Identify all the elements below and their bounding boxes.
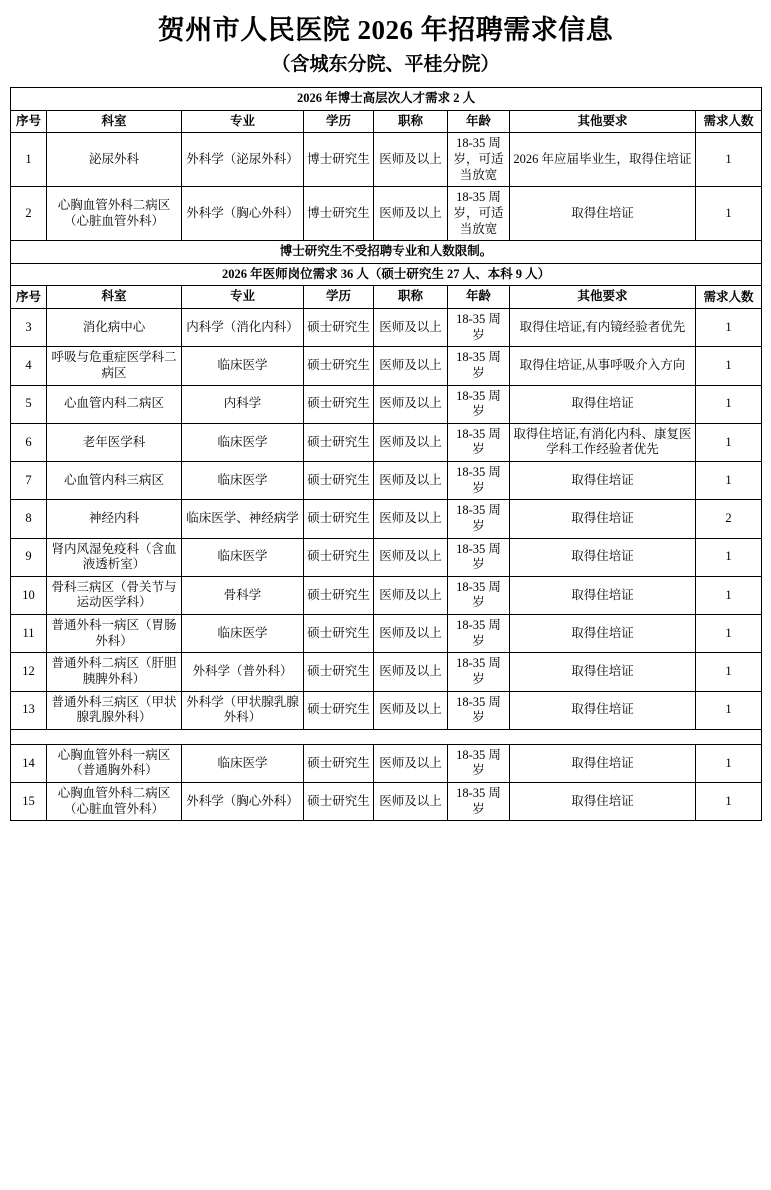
cell-title: 医师及以上: [374, 744, 448, 782]
cell-major: 外科学（胸心外科）: [182, 783, 304, 821]
cell-other: 取得住培证: [510, 500, 696, 538]
cell-major: 临床医学: [182, 462, 304, 500]
cell-title: 医师及以上: [374, 576, 448, 614]
cell-no: 13: [11, 691, 47, 729]
cell-dept: 老年医学科: [47, 423, 182, 461]
cell-education: 硕士研究生: [304, 653, 374, 691]
cell-major: 内科学（消化内科）: [182, 309, 304, 347]
col-header-education: 学历: [304, 286, 374, 309]
cell-education: 硕士研究生: [304, 385, 374, 423]
cell-dept: 神经内科: [47, 500, 182, 538]
col-header-age: 年龄: [448, 286, 510, 309]
cell-major: 内科学: [182, 385, 304, 423]
cell-count: 1: [696, 538, 762, 576]
cell-title: 医师及以上: [374, 423, 448, 461]
cell-age: 18-35 周岁: [448, 423, 510, 461]
table-row: [11, 653, 762, 691]
cell-count: 2: [696, 500, 762, 538]
cell-count: 1: [696, 576, 762, 614]
cell-dept: 心血管内科三病区: [47, 462, 182, 500]
table-row: [11, 691, 762, 729]
cell-title: 医师及以上: [374, 133, 448, 187]
cell-education: 硕士研究生: [304, 615, 374, 653]
cell-no: 2: [11, 187, 47, 241]
cell-title: 医师及以上: [374, 783, 448, 821]
cell-count: 1: [696, 783, 762, 821]
cell-major: 外科学（泌尿外科）: [182, 133, 304, 187]
table-row: [11, 783, 762, 821]
col-header-dept: 科室: [47, 286, 182, 309]
table-row: [11, 538, 762, 576]
page-subtitle: （含城东分院、平桂分院）: [271, 54, 500, 76]
cell-other: 取得住培证: [510, 653, 696, 691]
cell-dept: 心胸血管外科二病区（心脏血管外科）: [47, 783, 182, 821]
cell-title: 医师及以上: [374, 500, 448, 538]
cell-other: 取得住培证: [510, 691, 696, 729]
cell-no: 7: [11, 462, 47, 500]
table-row: [11, 500, 762, 538]
table-row: [11, 385, 762, 423]
col-header-age: 年龄: [448, 110, 510, 133]
cell-education: 硕士研究生: [304, 423, 374, 461]
cell-count: 1: [696, 385, 762, 423]
col-header-other: 其他要求: [510, 110, 696, 133]
cell-education: 硕士研究生: [304, 691, 374, 729]
cell-major: 临床医学: [182, 744, 304, 782]
cell-title: 医师及以上: [374, 462, 448, 500]
cell-no: 5: [11, 385, 47, 423]
cell-age: 18-35 周岁: [448, 783, 510, 821]
col-header-other: 其他要求: [510, 286, 696, 309]
table-row: [11, 462, 762, 500]
cell-dept: 骨科三病区（骨关节与运动医学科）: [47, 576, 182, 614]
cell-title: 医师及以上: [374, 615, 448, 653]
cell-education: 博士研究生: [304, 187, 374, 241]
cell-major: 外科学（甲状腺乳腺外科）: [182, 691, 304, 729]
section-heading-doctor-posts: 2026 年医师岗位需求 36 人（硕士研究生 27 人、本科 9 人）: [11, 263, 762, 286]
table-header-row-doctor-posts: [11, 286, 762, 309]
col-header-major: 专业: [182, 110, 304, 133]
table-header-row-phd: [11, 110, 762, 133]
cell-dept: 肾内风湿免疫科（含血液透析室）: [47, 538, 182, 576]
cell-no: 6: [11, 423, 47, 461]
cell-age: 18-35 周岁: [448, 347, 510, 385]
cell-other: 取得住培证: [510, 744, 696, 782]
cell-age: 18-35 周岁: [448, 576, 510, 614]
cell-age: 18-35 周岁: [448, 538, 510, 576]
cell-other: 取得住培证,有内镜经验者优先: [510, 309, 696, 347]
cell-education: 硕士研究生: [304, 576, 374, 614]
cell-no: 8: [11, 500, 47, 538]
cell-education: 硕士研究生: [304, 538, 374, 576]
cell-no: 14: [11, 744, 47, 782]
cell-age: 18-35 周岁，可适当放宽: [448, 187, 510, 241]
cell-title: 医师及以上: [374, 691, 448, 729]
cell-age: 18-35 周岁: [448, 309, 510, 347]
cell-count: 1: [696, 309, 762, 347]
cell-other: 2026 年应届毕业生，取得住培证: [510, 133, 696, 187]
cell-title: 医师及以上: [374, 653, 448, 691]
table-row: [11, 423, 762, 461]
table-row: [11, 744, 762, 782]
table-row: [11, 347, 762, 385]
cell-title: 医师及以上: [374, 385, 448, 423]
cell-other: 取得住培证: [510, 462, 696, 500]
table-row: [11, 309, 762, 347]
cell-count: 1: [696, 133, 762, 187]
table-row: [11, 615, 762, 653]
cell-dept: 呼吸与危重症医学科二病区: [47, 347, 182, 385]
cell-no: 10: [11, 576, 47, 614]
cell-education: 硕士研究生: [304, 462, 374, 500]
cell-education: 硕士研究生: [304, 347, 374, 385]
cell-major: 骨科学: [182, 576, 304, 614]
cell-age: 18-35 周岁: [448, 615, 510, 653]
cell-other: 取得住培证: [510, 615, 696, 653]
cell-major: 临床医学: [182, 615, 304, 653]
cell-major: 临床医学: [182, 423, 304, 461]
col-header-dept: 科室: [47, 110, 182, 133]
cell-age: 18-35 周岁: [448, 462, 510, 500]
cell-other: 取得住培证: [510, 576, 696, 614]
cell-count: 1: [696, 347, 762, 385]
cell-title: 医师及以上: [374, 187, 448, 241]
cell-education: 硕士研究生: [304, 744, 374, 782]
cell-count: 1: [696, 423, 762, 461]
cell-no: 15: [11, 783, 47, 821]
note-row: [11, 241, 762, 264]
cell-other: 取得住培证,从事呼吸介入方向: [510, 347, 696, 385]
section-heading-row: [11, 88, 762, 111]
cell-dept: 普通外科三病区（甲状腺乳腺外科）: [47, 691, 182, 729]
cell-no: 4: [11, 347, 47, 385]
table-row: [11, 187, 762, 241]
cell-age: 18-35 周岁: [448, 500, 510, 538]
col-header-title: 职称: [374, 286, 448, 309]
cell-dept: 心胸血管外科一病区（普通胸外科）: [47, 744, 182, 782]
cell-age: 18-35 周岁: [448, 691, 510, 729]
cell-title: 医师及以上: [374, 309, 448, 347]
cell-major: 临床医学、神经病学: [182, 500, 304, 538]
cell-age: 18-35 周岁: [448, 744, 510, 782]
cell-dept: 心血管内科二病区: [47, 385, 182, 423]
cell-major: 临床医学: [182, 347, 304, 385]
cell-count: 1: [696, 691, 762, 729]
cell-dept: 泌尿外科: [47, 133, 182, 187]
table-row: [11, 133, 762, 187]
col-header-major: 专业: [182, 286, 304, 309]
col-header-education: 学历: [304, 110, 374, 133]
cell-count: 1: [696, 462, 762, 500]
table-row: [11, 576, 762, 614]
cell-education: 硕士研究生: [304, 500, 374, 538]
cell-major: 外科学（胸心外科）: [182, 187, 304, 241]
section-heading-phd: 2026 年博士高层次人才需求 2 人: [11, 88, 762, 111]
section-heading-row: [11, 263, 762, 286]
col-header-count: 需求人数: [696, 110, 762, 133]
cell-other: 取得住培证: [510, 385, 696, 423]
cell-major: 临床医学: [182, 538, 304, 576]
cell-major: 外科学（普外科）: [182, 653, 304, 691]
col-header-no: 序号: [11, 110, 47, 133]
cell-age: 18-35 周岁: [448, 385, 510, 423]
page-title: 贺州市人民医院 2026 年招聘需求信息: [157, 15, 614, 45]
cell-dept: 心胸血管外科二病区（心脏血管外科）: [47, 187, 182, 241]
phd-note: 博士研究生不受招聘专业和人数限制。: [11, 241, 762, 264]
cell-education: 硕士研究生: [304, 309, 374, 347]
col-header-count: 需求人数: [696, 286, 762, 309]
cell-other: 取得住培证: [510, 187, 696, 241]
cell-count: 1: [696, 615, 762, 653]
cell-dept: 消化病中心: [47, 309, 182, 347]
cell-age: 18-35 周岁: [448, 653, 510, 691]
page-break-spacer: [11, 729, 762, 744]
cell-no: 1: [11, 133, 47, 187]
cell-no: 3: [11, 309, 47, 347]
col-header-title: 职称: [374, 110, 448, 133]
cell-title: 医师及以上: [374, 538, 448, 576]
cell-no: 9: [11, 538, 47, 576]
col-header-no: 序号: [11, 286, 47, 309]
cell-no: 12: [11, 653, 47, 691]
cell-other: 取得住培证,有消化内科、康复医学科工作经验者优先: [510, 423, 696, 461]
cell-education: 博士研究生: [304, 133, 374, 187]
cell-count: 1: [696, 653, 762, 691]
cell-education: 硕士研究生: [304, 783, 374, 821]
cell-dept: 普通外科一病区（胃肠外科）: [47, 615, 182, 653]
cell-count: 1: [696, 744, 762, 782]
cell-other: 取得住培证: [510, 538, 696, 576]
cell-no: 11: [11, 615, 47, 653]
cell-dept: 普通外科二病区（肝胆胰脾外科）: [47, 653, 182, 691]
cell-other: 取得住培证: [510, 783, 696, 821]
cell-age: 18-35 周岁，可适当放宽: [448, 133, 510, 187]
recruitment-table: [10, 87, 762, 821]
cell-count: 1: [696, 187, 762, 241]
document-page: [0, 14, 771, 821]
cell-title: 医师及以上: [374, 347, 448, 385]
